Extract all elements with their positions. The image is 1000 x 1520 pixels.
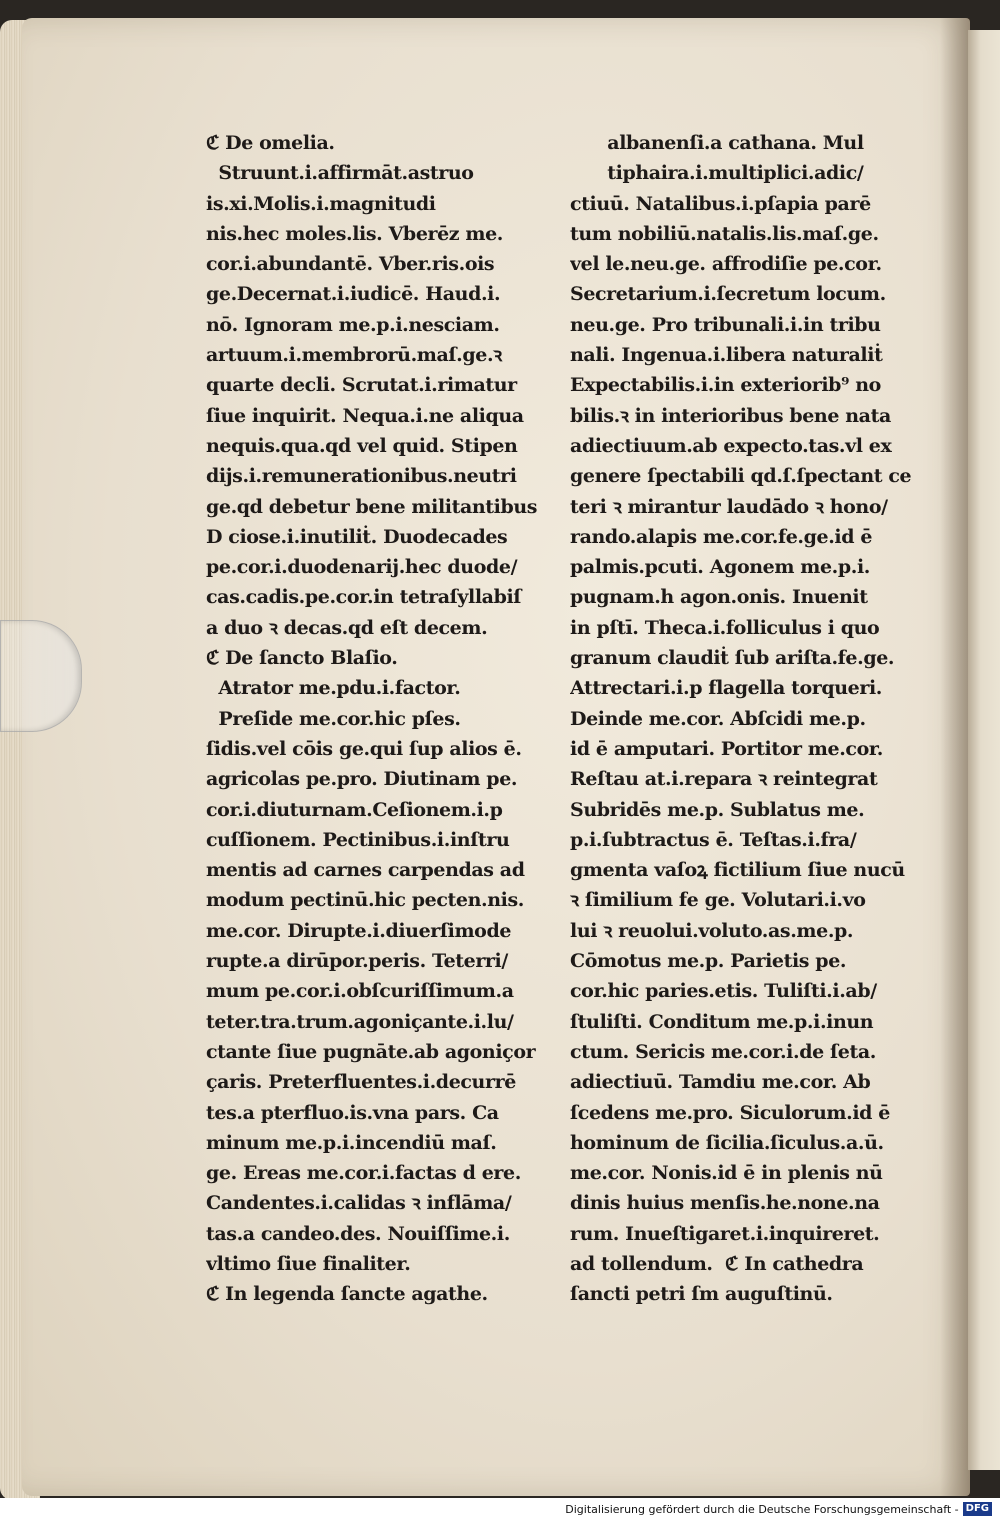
left-column-line: mentis ad carnes carpendas ad <box>206 859 525 882</box>
right-column-line: neu.ge. Pro tribunali.i.in tribu <box>570 313 881 336</box>
right-column-line: genere ſpectabili qd.ſ.ſpectant ce <box>570 465 912 488</box>
left-column-line: pe.cor.i.duodenarij.hec duode/ <box>206 556 518 579</box>
left-column-line: a duo ꝛ decas.qd eſt decem. <box>206 616 488 639</box>
right-column-line: albanenſi.a cathana. Mul <box>570 132 864 154</box>
right-column-line: Cōmotus me.p. Parietis pe. <box>570 950 847 973</box>
next-page-edge <box>968 30 1000 1470</box>
right-column-line: tiphaira.i.multiplici.adic/ <box>570 162 864 185</box>
left-column-line: nis.hec moles.lis. Vberēz me. <box>206 222 504 245</box>
right-column-line: ꝛ ſimilium fe ge. Volutari.i.vo <box>570 889 866 912</box>
right-column-line: Deinde me.cor. Abſcidi me.p. <box>570 707 866 730</box>
right-column-line: vel le.neu.ge. affrodiſie pe.cor. <box>570 253 882 276</box>
left-column-line: D ciose.i.inutiliṫ. Duodecades <box>206 525 508 548</box>
left-column-line: minum me.p.i.incendiū maſ. <box>206 1131 497 1154</box>
dfg-logo: DFG <box>963 1502 992 1516</box>
right-column-line: ctum. Sericis me.cor.i.de ſeta. <box>570 1040 876 1063</box>
right-column-line: teri ꝛ mirantur laudādo ꝛ hono/ <box>570 495 888 518</box>
right-column-line: palmis.pcuti. Agonem me.p.i. <box>570 556 870 579</box>
left-column-line: Struunt.i.affirmāt.astruo <box>206 162 474 185</box>
left-column-line: çaris. Preterfluentes.i.decurrē <box>206 1071 516 1094</box>
right-column-line: pugnam.h agon.onis. Inuenit <box>570 586 868 609</box>
left-column-line: tes.a pterfluo.is.vna pars. Ca <box>206 1101 499 1124</box>
left-column-line: ℭ De omelia. <box>206 132 335 154</box>
right-column-line: ctiuū. Natalibus.i.pſapia parē <box>570 192 871 215</box>
left-column-line: rupte.a dirūpor.peris. Teterri/ <box>206 950 508 973</box>
right-column-line: hominum de ſicilia.ſiculus.a.ū. <box>570 1131 884 1154</box>
left-column-line: ℭ De ſancto Blaſio. <box>206 647 398 670</box>
right-column-line: dinis huius menſis.he.none.na <box>570 1192 880 1215</box>
right-column-line: adiectiuū. Tamdiu me.cor. Ab <box>570 1071 871 1094</box>
left-column-line: Preſide me.cor.hic pſes. <box>206 707 461 730</box>
left-column-line: ge. Ereas me.cor.i.factas d ere. <box>206 1162 521 1185</box>
left-column-line: artuum.i.membrorū.maſ.ge.ꝛ <box>206 344 502 367</box>
left-column-line: nō. Ignoram me.p.i.nesciam. <box>206 313 500 336</box>
footer-bar <box>0 1498 1000 1520</box>
left-column-line: ge.Decernat.i.iudicē. Haud.i. <box>206 283 501 306</box>
right-column-line: Attrectari.i.p flagella torqueri. <box>570 677 883 700</box>
right-column-line: bilis.ꝛ in interioribus bene nata <box>570 404 891 427</box>
left-column-line: Atrator me.pdu.i.factor. <box>206 677 461 700</box>
left-column-line: cas.cadis.pe.cor.in tetraſyllabiſ <box>206 586 522 609</box>
left-column-line: tas.a candeo.des. Nouiſſime.i. <box>206 1222 510 1245</box>
right-column-line: lui ꝛ reuolui.voluto.as.me.p. <box>570 919 854 942</box>
right-column-line: tum nobiliū.natalis.lis.maſ.ge. <box>570 222 879 245</box>
right-column-line: id ē amputari. Portitor me.cor. <box>570 737 883 760</box>
right-column-line: rum. Inueſtigaret.i.inquireret. <box>570 1222 880 1245</box>
right-column-line: Subridēs me.p. Sublatus me. <box>570 798 865 821</box>
right-text-column <box>570 128 915 1310</box>
right-column-line: Secretarium.i.ſecretum locum. <box>570 283 886 306</box>
left-column-line: modum pectinū.hic pecten.nis. <box>206 889 524 912</box>
left-column-line: Candentes.i.calidas ꝛ inflāma/ <box>206 1192 512 1215</box>
left-column-line: ge.qd debetur bene militantibus <box>206 495 538 518</box>
right-column-line: gmenta vaſoꝝ fictilium ſiue nucū <box>570 859 905 882</box>
left-column-line: cuſſionem. Pectinibus.i.inſtru <box>206 828 510 851</box>
left-column-line: ſiue inquirit. Nequa.i.ne aliqua <box>206 404 524 427</box>
right-column-line: ſtuliſti. Conditum me.p.i.inun <box>570 1010 874 1033</box>
right-column-line: ſcedens me.pro. Siculorum.id ē <box>570 1101 890 1124</box>
right-column-line: ſancti petri ſm auguſtinū. <box>570 1283 833 1306</box>
right-column-line: ad tollendum. ℭ In cathedra <box>570 1252 864 1275</box>
left-column-line: ſidis.vel cōis ge.qui ſup alios ē. <box>206 737 522 760</box>
right-column-line: in pſtī. Theca.i.folliculus i quo <box>570 616 880 639</box>
left-column-line: cor.i.diuturnam.Ceſionem.i.p <box>206 798 503 821</box>
left-column-line: is.xi.Molis.i.magnitudi <box>206 192 436 215</box>
left-column-line: vltimo ſiue finaliter. <box>206 1252 411 1275</box>
left-column-line: mum pe.cor.i.obſcuriſſimum.a <box>206 980 514 1003</box>
page-gutter-shadow <box>940 18 970 1496</box>
left-column-line: cor.i.abundantē. Vber.ris.ois <box>206 253 495 276</box>
right-column-line: nali. Ingenua.i.libera naturaliṫ <box>570 344 883 367</box>
left-text-column <box>206 128 556 1310</box>
footer-credit: Digitalisierung gefördert durch die Deutsche Forschungsgemeinschaft - <box>565 1502 959 1516</box>
left-column-line: dijs.i.remunerationibus.neutri <box>206 465 517 488</box>
right-column-line: p.i.ſubtractus ē. Teſtas.i.fra/ <box>570 828 857 851</box>
left-column-line: nequis.qua.qd vel quid. Stipen <box>206 434 518 457</box>
right-column-line: granum claudiṫ ſub ariſta.fe.ge. <box>570 647 895 670</box>
right-column-line: cor.hic paries.etis. Tuliſti.i.ab/ <box>570 980 877 1003</box>
left-column-line: teter.tra.trum.agoniçante.i.lu/ <box>206 1010 514 1033</box>
left-column-line: quarte decli. Scrutat.i.rimatur <box>206 374 517 397</box>
right-column-line: Expectabilis.i.in exteriorib⁹ no <box>570 374 881 397</box>
left-column-line: ctante ſiue pugnāte.ab agoniçor <box>206 1040 536 1063</box>
left-column-line: me.cor. Dirupte.i.diuerſimode <box>206 919 512 942</box>
left-column-line: agricolas pe.pro. Diutinam pe. <box>206 768 518 791</box>
right-column-line: Reſtau at.i.repara ꝛ reintegrat <box>570 768 878 791</box>
right-column-line: me.cor. Nonis.id ē in plenis nū <box>570 1162 883 1185</box>
left-column-line: ℭ In legenda ſancte agathe. <box>206 1283 488 1306</box>
right-column-line: adiectiuum.ab expecto.tas.vl ex <box>570 434 892 457</box>
right-column-line: rando.alapis me.cor.fe.ge.id ē <box>570 525 873 548</box>
